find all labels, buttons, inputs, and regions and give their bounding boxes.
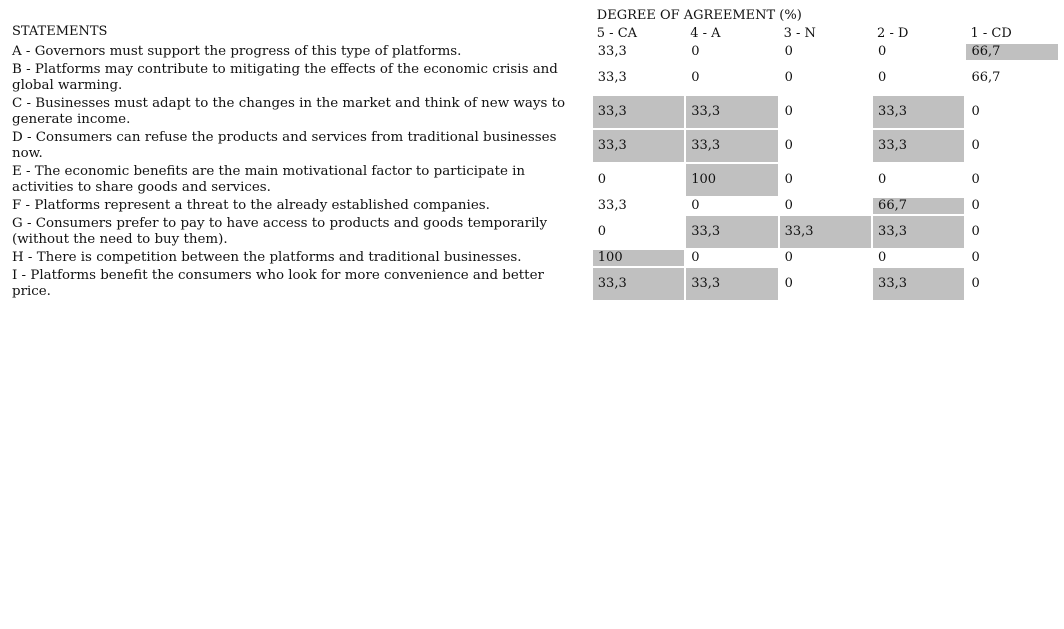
table-row <box>8 250 1058 266</box>
value-cell: 100 <box>593 250 684 266</box>
table-body <box>8 44 1058 300</box>
value-cell: 0 <box>691 250 700 265</box>
table-row <box>8 62 1058 94</box>
value-cell: 66,7 <box>971 70 1001 85</box>
value-cell: 33,3 <box>873 268 964 300</box>
value-cell: 66,7 <box>873 198 964 214</box>
degree-of-agreement-header: DEGREE OF AGREEMENT (%) <box>596 8 802 23</box>
value-cell: 0 <box>784 276 793 291</box>
value-cell: 0 <box>971 224 980 239</box>
value-cell: 33,3 <box>597 198 627 213</box>
value-cell: 0 <box>878 250 887 265</box>
table-row <box>8 216 1058 248</box>
statement-cell: E - The economic benefits are the main motivational factor to participate in activities to share goods and services. <box>12 164 526 195</box>
value-cell: 0 <box>691 70 700 85</box>
value-cell: 0 <box>878 172 887 187</box>
statement-cell: I - Platforms benefit the consumers who look for more convenience and better price. <box>12 268 544 299</box>
value-cell: 0 <box>691 44 700 59</box>
value-cell: 33,3 <box>873 216 964 248</box>
value-cell: 33,3 <box>686 130 777 162</box>
table-row <box>8 164 1058 196</box>
value-cell: 33,3 <box>873 96 964 128</box>
value-cell: 0 <box>784 250 793 265</box>
value-cell: 33,3 <box>593 96 684 128</box>
value-cell: 0 <box>971 104 980 119</box>
statement-cell: H - There is competition between the platforms and traditional businesses. <box>12 250 522 265</box>
column-header: 5 - CA <box>596 26 638 41</box>
column-header: 4 - A <box>690 26 721 41</box>
value-cell: 0 <box>784 104 793 119</box>
value-cell: 0 <box>878 44 887 59</box>
column-header: 3 - N <box>783 26 816 41</box>
value-cell: 0 <box>878 70 887 85</box>
value-cell: 33,3 <box>780 216 871 248</box>
value-cell: 66,7 <box>966 44 1058 60</box>
statement-cell: C - Businesses must adapt to the changes in the market and think of new ways to generate income. <box>12 96 566 127</box>
statement-cell: F - Platforms represent a threat to the already established companies. <box>12 198 490 213</box>
agreement-table <box>6 6 1060 302</box>
table-row <box>8 44 1058 60</box>
value-cell: 33,3 <box>593 130 684 162</box>
column-header: 1 - CD <box>970 26 1012 41</box>
table-row <box>8 96 1058 128</box>
value-cell: 0 <box>971 172 980 187</box>
value-cell: 0 <box>597 172 607 187</box>
statement-cell: A - Governors must support the progress of this type of platforms. <box>12 44 462 59</box>
value-cell: 100 <box>686 164 777 196</box>
column-header: 2 - D <box>877 26 909 41</box>
value-cell: 0 <box>971 276 980 291</box>
value-cell: 0 <box>597 224 607 239</box>
agreement-table-container <box>6 6 1058 302</box>
value-cell: 0 <box>691 198 700 213</box>
value-cell: 0 <box>784 70 793 85</box>
value-cell: 0 <box>784 172 793 187</box>
value-cell: 0 <box>971 250 980 265</box>
value-cell: 33,3 <box>597 44 627 59</box>
value-cell: 0 <box>784 198 793 213</box>
table-row <box>8 130 1058 162</box>
value-cell: 33,3 <box>873 130 964 162</box>
value-cell: 33,3 <box>686 268 777 300</box>
value-cell: 0 <box>971 138 980 153</box>
value-cell: 33,3 <box>686 96 777 128</box>
statement-cell: D - Consumers can refuse the products and services from traditional businesses now. <box>12 130 557 161</box>
value-cell: 0 <box>784 44 793 59</box>
statement-cell: G - Consumers prefer to pay to have access to products and goods temporarily (without the need to buy them). <box>12 216 548 247</box>
value-cell: 33,3 <box>597 70 627 85</box>
header-row-group <box>8 8 1058 24</box>
table-row <box>8 268 1058 300</box>
statements-header: STATEMENTS <box>12 24 108 39</box>
table-row <box>8 198 1058 214</box>
value-cell: 33,3 <box>686 216 777 248</box>
value-cell: 0 <box>784 138 793 153</box>
statement-cell: B - Platforms may contribute to mitigating the effects of the economic crisis and global warming. <box>12 62 558 93</box>
value-cell: 33,3 <box>593 268 684 300</box>
value-cell: 0 <box>971 198 980 213</box>
